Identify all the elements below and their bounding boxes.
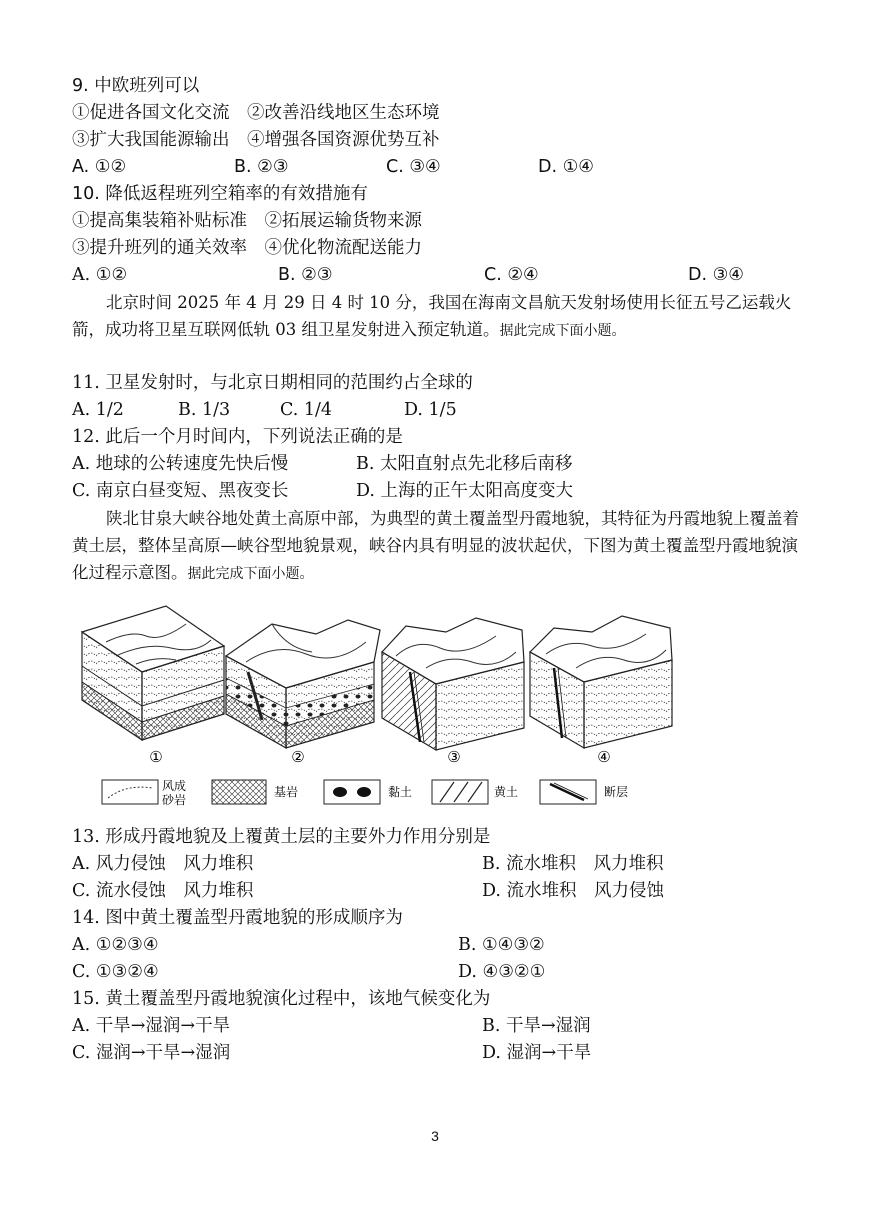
q12-option-a: A. 地球的公转速度先快后慢 [72,454,289,474]
block-stage-2 [226,620,380,748]
q11-option-d: D. 1/5 [404,400,457,420]
q11-option-b: B. 1/3 [178,400,231,420]
q15-option-c: C. 湿润→干旱→湿润 [72,1043,231,1063]
q14-option-d: D. ④③②① [458,962,546,982]
q14-option-a: A. ①②③④ [72,935,159,955]
q9-item-line-2: ③扩大我国能源输出 ④增强各国资源优势互补 [72,130,440,150]
legend-label-loess: 黄土 [494,785,519,799]
q9-option-a: A. ①② [72,157,127,177]
q9-option-b: B. ②③ [234,157,289,177]
q12-stem: 12. 此后一个月时间内，下列说法正确的是 [72,427,403,447]
q15-stem: 15. 黄土覆盖型丹霞地貌演化过程中，该地气候变化为 [72,989,491,1009]
legend-label-fault: 断层 [604,785,629,799]
q13-option-a: A. 风力侵蚀 风力堆积 [72,854,254,874]
panel-label-1: ① [149,748,163,766]
q10-stem: 10. 降低返程班列空箱率的有效措施有 [72,184,368,204]
landform-evolution-diagram [76,602,716,814]
q13-option-b: B. 流水堆积 风力堆积 [482,854,664,874]
q10-option-d: D. ③④ [688,265,744,285]
page-number: 3 [431,1128,439,1144]
q10-item-line-1: ①提高集装箱补贴标准 ②拓展运输货物来源 [72,211,422,231]
q12-option-d: D. 上海的正午太阳高度变大 [356,481,574,501]
legend-swatch-bedrock [212,780,266,804]
intro-danxia-text: 陕北甘泉大峡谷地处黄土高原中部，为典型的黄土覆盖型丹霞地貌，其特征为丹霞地貌上覆盖着黄土层，整体呈高原—峡谷型地貌景观，峡谷内具有明显的波状起伏，下图为黄土覆盖型丹霞地貌演化过程示意图。 [72,509,799,582]
intro-launch-tail: 据此完成下面小题。 [499,323,626,339]
block-stage-3 [382,618,524,750]
q13-stem: 13. 形成丹霞地貌及上覆黄土层的主要外力作用分别是 [72,827,491,847]
q10-item-line-2: ③提升班列的通关效率 ④优化物流配送能力 [72,238,422,258]
panel-label-3: ③ [447,748,461,766]
q15-option-b: B. 干旱→湿润 [482,1016,591,1036]
block-stage-4 [530,616,672,748]
intro-launch-text: 北京时间 2025 年 4 月 29 日 4 时 10 分，我国在海南文昌航天发射场使用长征五号乙运载火箭，成功将卫星互联网低轨 03 组卫星发射进入预定轨道。 [72,293,792,339]
q9-option-d: D. ①④ [538,157,594,177]
intro-paragraph-launch [72,289,812,345]
q14-stem: 14. 图中黄土覆盖型丹霞地貌的形成顺序为 [72,908,403,928]
q12-option-b: B. 太阳直射点先北移后南移 [356,454,573,474]
q9-option-c: C. ③④ [386,157,441,177]
q10-option-a: A. ①② [72,265,128,285]
legend-swatch-clay [324,780,380,804]
q14-option-c: C. ①③②④ [72,962,159,982]
q15-option-d: D. 湿润→干旱 [482,1043,592,1063]
q13-option-c: C. 流水侵蚀 风力堆积 [72,881,254,901]
q12-option-c: C. 南京白昼变短、黑夜变长 [72,481,289,501]
legend-label-clay: 黏土 [388,785,413,799]
intro-danxia-tail: 据此完成下面小题。 [187,566,314,582]
q10-option-c: C. ②④ [484,265,539,285]
q15-option-a: A. 干旱→湿润→干旱 [72,1016,231,1036]
q11-option-c: C. 1/4 [280,400,333,420]
legend-swatch-sandstone [102,780,158,804]
panel-label-4: ④ [597,748,611,766]
q9-item-line-1: ①促进各国文化交流 ②改善沿线地区生态环境 [72,103,440,123]
legend-label-bedrock: 基岩 [274,785,299,799]
q14-option-b: B. ①④③② [458,935,545,955]
q11-option-a: A. 1/2 [72,400,124,420]
q9-stem: 9. 中欧班列可以 [72,76,200,96]
panel-label-2: ② [291,748,305,766]
legend-label-sandstone: 风成砂岩 [162,779,187,807]
intro-paragraph-danxia [72,505,812,588]
q10-option-b: B. ②③ [278,265,333,285]
legend [102,778,628,807]
q11-stem: 11. 卫星发射时，与北京日期相同的范围约占全球的 [72,373,473,393]
q13-option-d: D. 流水堆积 风力侵蚀 [482,881,665,901]
block-stage-1 [82,606,224,740]
